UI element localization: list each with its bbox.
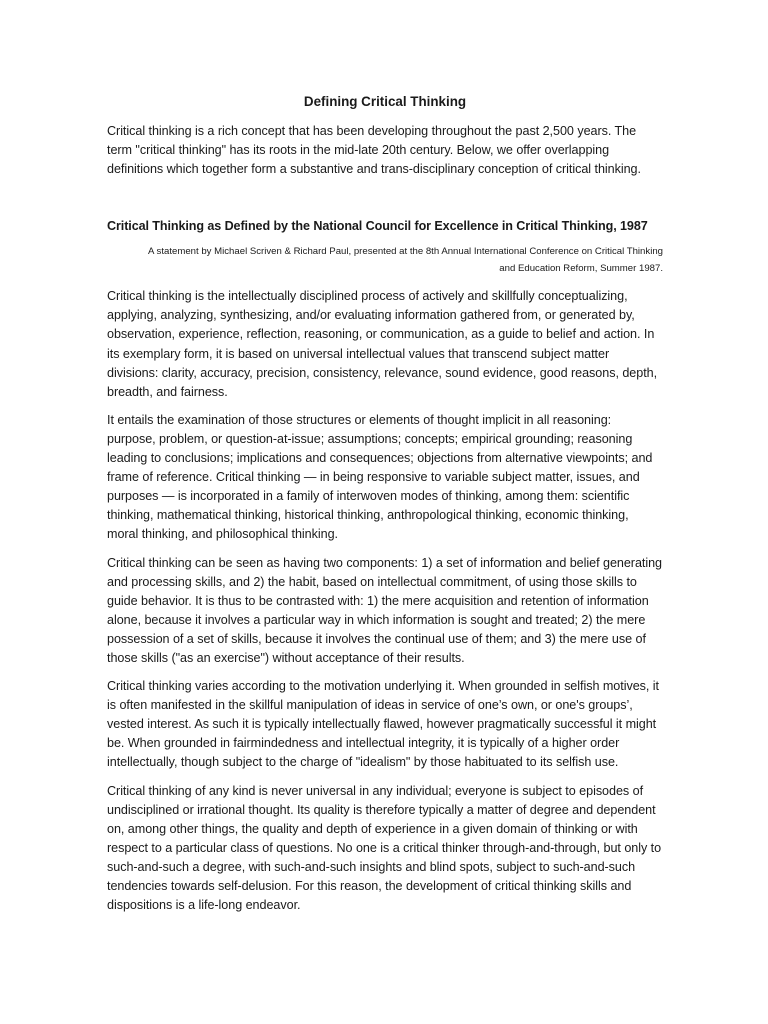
body-paragraph-3: Critical thinking can be seen as having two components: 1) a set of information and belief generating and processing skills, and 2) the habit, based on intellectual commitment, of using those skills to guide behavior. It is thus to be contrasted with: 1) the mere acquisition and retention of information alone, because it involves a particular way in which information is sought and treated; 2) the mere possession of a set of skills, because it involves the continual use of them; and 3) the mere use of those skills ("as an exercise") without acceptance of their results. (107, 555, 663, 665)
section-heading: Critical Thinking as Defined by the National Council for Excellence in Critical Thinking, 1987 (107, 219, 648, 234)
document-body (107, 92, 663, 924)
body-paragraph-4: Critical thinking varies according to the motivation underlying it. When grounded in selfish motives, it is often manifested in the skillful manipulation of ideas in service of one’s own, or one's groups’, vested interest. As such it is typically intellectually flawed, however pragmatically successful it might be. When grounded in fairmindedness and intellectual integrity, it is typically of a higher order intellectually, though subject to the charge of "idealism" by those habituated to its selfish use. (107, 679, 659, 770)
document-title: Defining Critical Thinking (303, 94, 467, 109)
intro-paragraph: Critical thinking is a rich concept that has been developing throughout the past 2,500 years. The term "critical thinking" has its roots in the mid-late 20th century. Below, we offer overlapping definitions which together form a substantive and trans-disciplinary conception of critical thinking. (107, 124, 641, 177)
body-paragraph-5: Critical thinking of any kind is never universal in any individual; everyone is subject to episodes of undisciplined or irrational thought. Its quality is therefore typically a matter of degree and dependent on, among other things, the quality and depth of experience in a given domain of thinking or with respect to a particular class of questions. No one is a critical thinker through-and-through, but only to such-and-such a degree, with such-and-such insights and blind spots, subject to such-and-such tendencies towards self-delusion. For this reason, the development of critical thinking skills and dispositions is a life-long endeavor. (107, 783, 662, 913)
body-paragraph-2: It entails the examination of those structures or elements of thought implicit in all reasoning: purpose, problem, or question-at-issue; assumptions; concepts; empirical grounding; reasoning leading to conclusions; implications and consequences; objections from alternative viewpoints; and frame of reference. Critical thinking — in being responsive to variable subject matter, issues, and purposes — is incorporated in a family of interwoven modes of thinking, among them: scientific thinking, mathematical thinking, historical thinking, anthropological thinking, economic thinking, moral thinking, and philosophical thinking. (107, 412, 653, 542)
body-paragraph-1: Critical thinking is the intellectually disciplined process of actively and skillfully conceptualizing, applying, analyzing, synthesizing, and/or evaluating information gathered from, or generated by, observation, experience, reflection, reasoning, or communication, as a guide to belief and action. In its exemplary form, it is based on universal intellectual values that transcend subject matter divisions: clarity, accuracy, precision, consistency, relevance, sound evidence, good reasons, depth, breadth, and fairness. (107, 289, 658, 399)
attribution-note: A statement by Michael Scriven & Richard Paul, presented at the 8th Annual International Conference on Critical Thinking and Education Reform, Summer 1987. (148, 246, 663, 274)
